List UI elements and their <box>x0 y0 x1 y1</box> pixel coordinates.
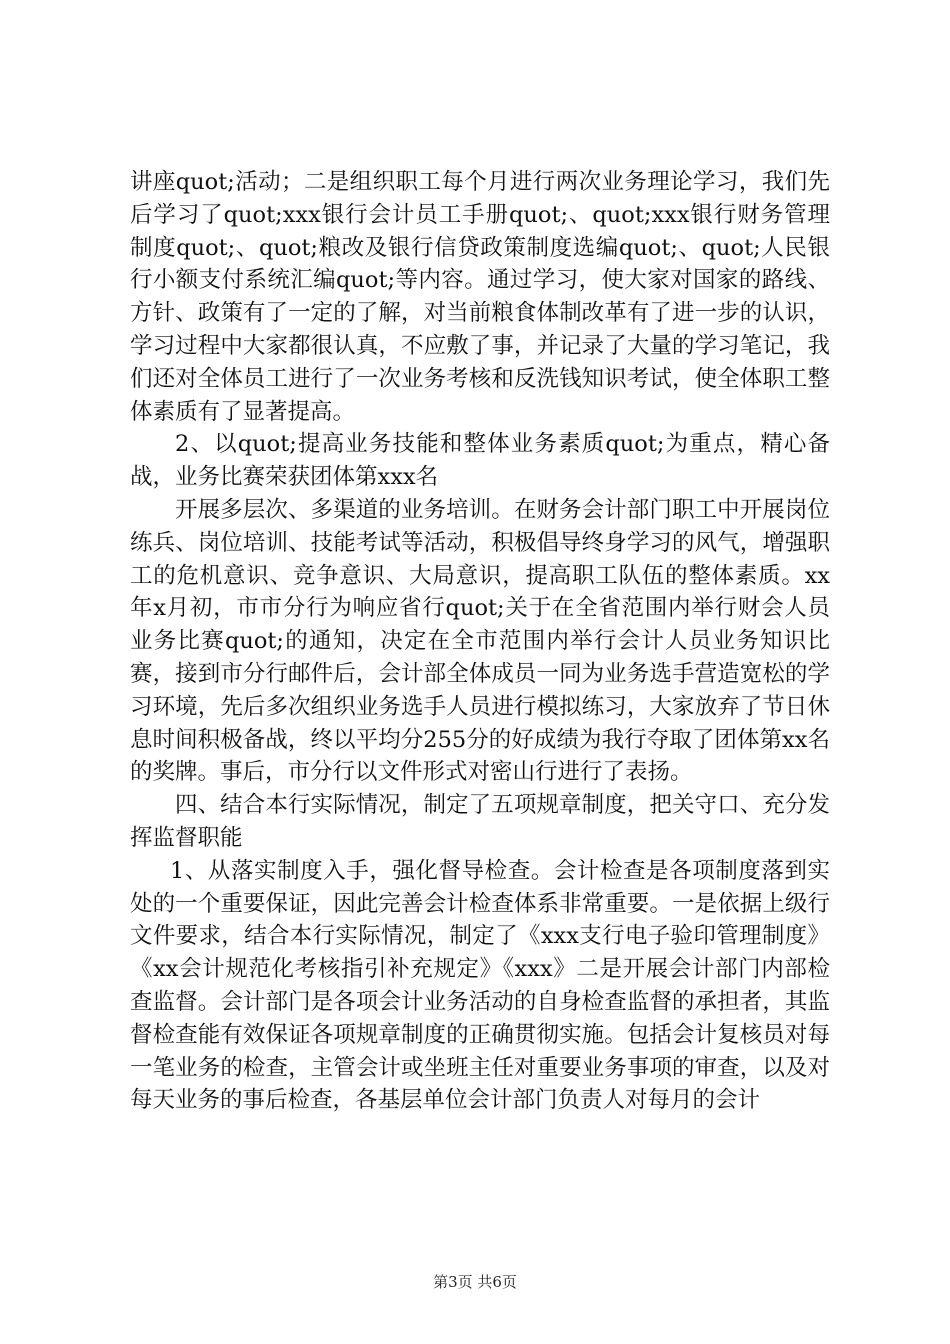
paragraph-1: 讲座quot;活动；二是组织职工每个月进行两次业务理论学习，我们先后学习了quot;xxx银行会计员工手册quot;、quot;xxx银行财务管理制度quot;、quot;粮改及银行信贷政策制度选编quot;、quot;人民银行小额支付系统汇编quot;等内容。通过学习，使大家对国家的路线、方针、政策有了一定的了解，对当前粮食体制改革有了进一步的认识，学习过程中大家都很认真，不应敷了事，并记录了大量的学习笔记，我们还对全体员工进行了一次业务考核和反洗钱知识考试，使全体职工整体素质有了显著提高。 <box>130 169 830 425</box>
paragraph-3: 开展多层次、多渠道的业务培训。在财务会计部门职工中开展岗位练兵、岗位培训、技能考试等活动，积极倡导终身学习的风气，增强职工的危机意识、竞争意识、大局意识，提高职工队伍的整体素质。xx年x月初，市市分行为响应省行quot;关于在全省范围内举行财会人员业务比赛quot;的通知，决定在全市范围内举行会计人员业务知识比赛，接到市分行邮件后，会计部全体成员一同为业务选手营造宽松的学习环境，先后多次组织业务选手人员进行模拟练习，大家放弃了节日休息时间积极备战，终以平均分255分的好成绩为我行夺取了团体第xx名的奖牌。事后，市分行以文件形式对密山行进行了表扬。 <box>130 496 830 786</box>
page-footer: 第3页 共6页 <box>433 1273 517 1291</box>
document-body <box>130 166 830 1117</box>
paragraph-5: 1、从落实制度入手，强化督导检查。会计检查是各项制度落到实处的一个重要保证，因此完善会计检查体系非常重要。一是依据上级行文件要求，结合本行实际情况，制定了《xxx支行电子验印管理制度》《xx会计规范化考核指引补充规定》《xxx》二是开展会计部门内部检查监督。会计部门是各项会计业务活动的自身检查监督的承担者，其监督检查能有效保证各项规章制度的正确贯彻实施。包括会计复核员对每一笔业务的检查，主管会计或坐班主任对重要业务事项的审查，以及对每天业务的事后检查，各基层单位会计部门负责人对每月的会计 <box>130 857 830 1114</box>
paragraph-4: 四、结合本行实际情况，制定了五项规章制度，把关守口、充分发挥监督职能 <box>130 792 830 851</box>
paragraph-2: 2、以quot;提高业务技能和整体业务素质quot;为重点，精心备战，业务比赛荣获团体第xxx名 <box>130 431 830 491</box>
